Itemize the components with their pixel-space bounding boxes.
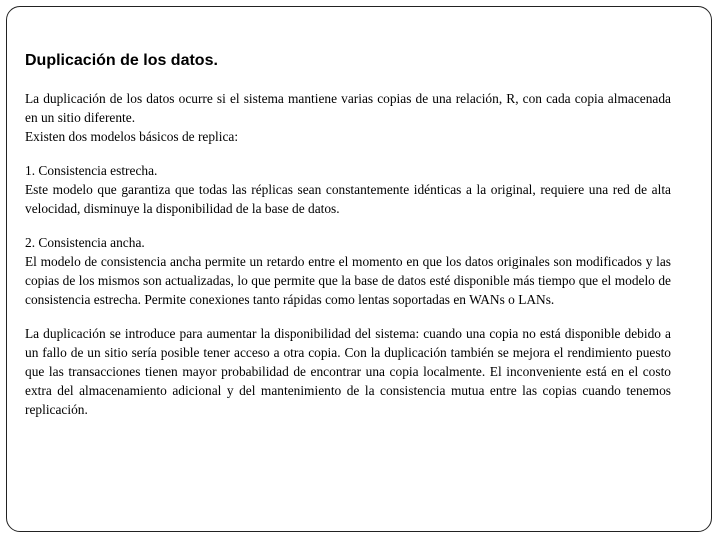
intro-models-line: Existen dos modelos básicos de replica: <box>25 129 239 144</box>
slide-content <box>25 51 671 419</box>
conclusion-text: La duplicación se introduce para aumentar la disponibilidad del sistema: cuando una copia no está disponible debido a un fallo de un sitio sería posible tener acceso a otra copia. Con la duplicación también se mejora el rendimiento puesto que las transacciones tienen mayor probabilidad de encontrar una copia localmente. El inconveniente está en el costo extra del almacenamiento adicional y del mantenimiento de la consistencia mutua entre las copias cuando tenemos replicación. <box>25 326 671 417</box>
intro-paragraph: La duplicación de los datos ocurre si el sistema mantiene varias copias de una relación, R, con cada copia almacenada en un sitio diferente. <box>25 91 671 125</box>
model2-heading: 2. Consistencia ancha. <box>25 235 145 250</box>
slide-title: Duplicación de los datos. <box>25 52 218 69</box>
spacer <box>25 146 671 161</box>
slide-frame <box>6 6 712 532</box>
spacer <box>25 218 671 233</box>
model1-text: Este modelo que garantiza que todas las réplicas sean constantemente idénticas a la original, requiere una red de alta velocidad, disminuye la disponibilidad de la base de datos. <box>25 182 671 216</box>
model1-heading: 1. Consistencia estrecha. <box>25 163 158 178</box>
spacer <box>25 309 671 324</box>
model2-text: El modelo de consistencia ancha permite un retardo entre el momento en que los datos originales son modificados y las copias de los mismos son actualizadas, lo que permite que la base de datos esté disponible más tiempo que el modelo de consistencia estrecha. Permite conexiones tanto rápidas como lentas soportadas en WANs o LANs. <box>25 254 671 307</box>
